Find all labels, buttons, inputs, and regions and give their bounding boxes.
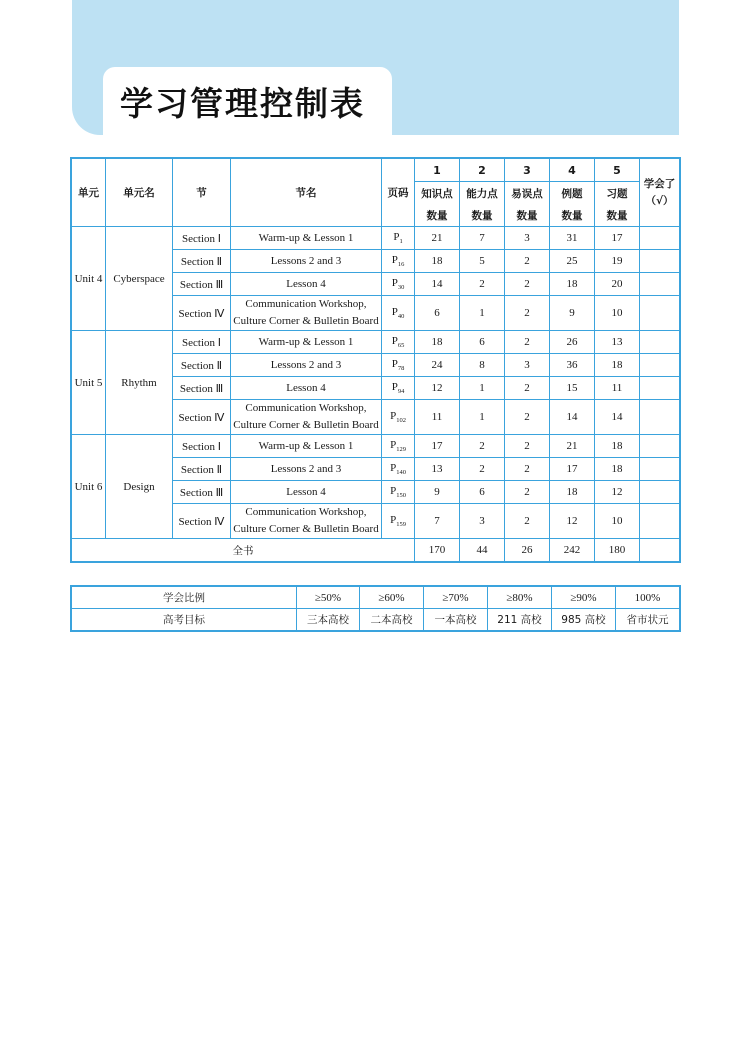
count-cell: 24 (415, 354, 460, 377)
section-cell: Section Ⅰ (173, 331, 231, 354)
count-cell: 18 (595, 354, 640, 377)
count-cell: 6 (460, 481, 505, 504)
section-name-cell (231, 400, 382, 435)
ratio-value: ≥70% (424, 587, 488, 609)
header-unit-name: 单元名 (106, 159, 173, 227)
target-value: 211 高校 (488, 609, 552, 631)
section-cell: Section Ⅳ (173, 296, 231, 331)
page-letter: P (391, 335, 398, 347)
page-cell (382, 250, 415, 273)
unit-name-cell: Cyberspace (106, 227, 173, 331)
section-name-cell: Warm-up & Lesson 1 (231, 227, 382, 250)
section-name-line1: Communication Workshop, (245, 402, 367, 414)
section-name-line1: Communication Workshop, (245, 506, 367, 518)
learned-check-cell[interactable] (640, 400, 680, 435)
unit-name-cell: Design (106, 435, 173, 539)
page-cell (382, 435, 415, 458)
count-cell: 31 (550, 227, 595, 250)
count-cell: 1 (460, 377, 505, 400)
count-cell: 2 (505, 377, 550, 400)
count-cell: 18 (550, 273, 595, 296)
section-name-cell: Lesson 4 (231, 273, 382, 296)
page-number: 40 (397, 313, 405, 320)
count-cell: 5 (460, 250, 505, 273)
count-cell: 20 (595, 273, 640, 296)
section-cell: Section Ⅱ (173, 458, 231, 481)
page-letter: P (391, 358, 398, 370)
count-cell: 17 (550, 458, 595, 481)
learning-management-table (71, 158, 680, 562)
count-cell: 2 (505, 250, 550, 273)
section-cell: Section Ⅱ (173, 354, 231, 377)
count-cell: 2 (505, 331, 550, 354)
page-letter: P (390, 514, 397, 526)
total-value: 170 (415, 539, 460, 562)
count-cell: 18 (595, 458, 640, 481)
unit-name-cell: Rhythm (106, 331, 173, 435)
header-col-number: 5 (595, 159, 640, 182)
ratio-value: ≥90% (552, 587, 616, 609)
count-cell: 14 (595, 400, 640, 435)
page-cell (382, 377, 415, 400)
unit-cell: Unit 4 (72, 227, 106, 331)
count-cell: 3 (460, 504, 505, 539)
learned-check-cell[interactable] (640, 296, 680, 331)
page-title: 学习管理控制表 (120, 84, 365, 123)
count-cell: 2 (460, 273, 505, 296)
count-cell: 14 (550, 400, 595, 435)
count-cell: 12 (550, 504, 595, 539)
page-number: 1 (399, 238, 403, 245)
count-cell: 9 (415, 481, 460, 504)
count-cell: 11 (595, 377, 640, 400)
count-cell: 13 (415, 458, 460, 481)
count-cell: 18 (550, 481, 595, 504)
header-col-label: 习题 (595, 182, 640, 205)
header-col-number: 1 (415, 159, 460, 182)
learned-check-cell[interactable] (640, 273, 680, 296)
section-name-line1: Communication Workshop, (245, 298, 367, 310)
count-cell: 36 (550, 354, 595, 377)
count-cell: 12 (415, 377, 460, 400)
count-cell: 25 (550, 250, 595, 273)
header-page: 页码 (382, 159, 415, 227)
header-col-label: 能力点 (460, 182, 505, 205)
page-letter: P (391, 381, 398, 393)
header-col-label: 数量 (415, 204, 460, 227)
section-name-line2: Culture Corner & Bulletin Board (233, 419, 379, 431)
page-number: 16 (397, 261, 405, 268)
count-cell: 9 (550, 296, 595, 331)
section-cell: Section Ⅱ (173, 250, 231, 273)
section-cell: Section Ⅳ (173, 504, 231, 539)
count-cell: 21 (550, 435, 595, 458)
total-label: 全书 (72, 539, 415, 562)
page-number: 140 (396, 469, 406, 476)
target-label: 高考目标 (72, 609, 297, 631)
page-number: 159 (396, 521, 406, 528)
learned-check-cell[interactable] (640, 250, 680, 273)
count-cell: 2 (505, 458, 550, 481)
learned-check-cell[interactable] (640, 377, 680, 400)
section-name-line2: Culture Corner & Bulletin Board (233, 523, 379, 535)
target-value: 三本高校 (297, 609, 360, 631)
page-cell (382, 227, 415, 250)
count-cell: 2 (505, 273, 550, 296)
count-cell: 18 (415, 250, 460, 273)
learned-check-cell[interactable] (640, 435, 680, 458)
header-col-label: 例题 (550, 182, 595, 205)
header-col-label: 数量 (595, 204, 640, 227)
target-row (72, 609, 680, 631)
section-name-cell: Lessons 2 and 3 (231, 458, 382, 481)
count-cell: 3 (505, 354, 550, 377)
page-cell (382, 354, 415, 377)
page-letter: P (390, 485, 397, 497)
table-row (72, 435, 680, 458)
ratio-target-table (71, 586, 680, 631)
header-col-label: 数量 (460, 204, 505, 227)
count-cell: 17 (595, 227, 640, 250)
target-value: 一本高校 (424, 609, 488, 631)
count-cell: 2 (505, 296, 550, 331)
page-letter: P (393, 231, 400, 243)
page-letter: P (390, 462, 397, 474)
count-cell: 13 (595, 331, 640, 354)
header-col-label: 易误点 (505, 182, 550, 205)
section-cell: Section Ⅲ (173, 273, 231, 296)
count-cell: 15 (550, 377, 595, 400)
header-col-number: 4 (550, 159, 595, 182)
section-name-cell: Warm-up & Lesson 1 (231, 331, 382, 354)
learned-check-cell[interactable] (640, 227, 680, 250)
section-name-line2: Culture Corner & Bulletin Board (233, 315, 379, 327)
count-cell: 2 (460, 458, 505, 481)
count-cell: 11 (415, 400, 460, 435)
target-value: 二本高校 (360, 609, 424, 631)
section-cell: Section Ⅰ (173, 435, 231, 458)
page-cell (382, 296, 415, 331)
total-value: 44 (460, 539, 505, 562)
count-cell: 6 (415, 296, 460, 331)
section-cell: Section Ⅲ (173, 377, 231, 400)
count-cell: 10 (595, 296, 640, 331)
page-number: 129 (396, 446, 406, 453)
page-cell (382, 458, 415, 481)
section-cell: Section Ⅰ (173, 227, 231, 250)
count-cell: 7 (460, 227, 505, 250)
page-cell (382, 481, 415, 504)
header-col-number: 3 (505, 159, 550, 182)
section-name-cell (231, 504, 382, 539)
page-letter: P (391, 254, 398, 266)
count-cell: 18 (415, 331, 460, 354)
section-name-cell: Lesson 4 (231, 377, 382, 400)
count-cell: 18 (595, 435, 640, 458)
header-unit: 单元 (72, 159, 106, 227)
page-number: 150 (396, 492, 406, 499)
count-cell: 2 (505, 481, 550, 504)
page-number: 30 (397, 284, 405, 291)
header-section: 节 (173, 159, 231, 227)
learned-check-cell[interactable] (640, 458, 680, 481)
ratio-value: ≥80% (488, 587, 552, 609)
ratio-row (72, 587, 680, 609)
ratio-value: 100% (616, 587, 680, 609)
header-col-label: 数量 (505, 204, 550, 227)
count-cell: 1 (460, 296, 505, 331)
total-learned-cell[interactable] (640, 539, 680, 562)
learned-check-cell[interactable] (640, 504, 680, 539)
learned-check-cell[interactable] (640, 481, 680, 504)
count-cell: 1 (460, 400, 505, 435)
ratio-label: 学会比例 (72, 587, 297, 609)
total-value: 242 (550, 539, 595, 562)
count-cell: 2 (505, 504, 550, 539)
section-name-cell: Lesson 4 (231, 481, 382, 504)
ratio-value: ≥60% (360, 587, 424, 609)
section-name-cell: Lessons 2 and 3 (231, 354, 382, 377)
page-number: 65 (397, 342, 405, 349)
count-cell: 7 (415, 504, 460, 539)
header-col-label: 知识点 (415, 182, 460, 205)
count-cell: 14 (415, 273, 460, 296)
header-section-name: 节名 (231, 159, 382, 227)
count-cell: 2 (505, 435, 550, 458)
table-row (72, 227, 680, 250)
header-learned: 学会了（√） (640, 159, 680, 227)
count-cell: 12 (595, 481, 640, 504)
page-cell (382, 273, 415, 296)
section-name-cell (231, 296, 382, 331)
count-cell: 21 (415, 227, 460, 250)
page-cell (382, 504, 415, 539)
page-cell (382, 331, 415, 354)
page-number: 102 (396, 417, 406, 424)
section-name-cell: Lessons 2 and 3 (231, 250, 382, 273)
table-row (72, 331, 680, 354)
ratio-value: ≥50% (297, 587, 360, 609)
count-cell: 10 (595, 504, 640, 539)
section-name-cell: Warm-up & Lesson 1 (231, 435, 382, 458)
count-cell: 26 (550, 331, 595, 354)
count-cell: 8 (460, 354, 505, 377)
page-letter: P (390, 410, 397, 422)
page-number: 78 (397, 365, 405, 372)
total-value: 180 (595, 539, 640, 562)
count-cell: 2 (505, 400, 550, 435)
page-cell (382, 400, 415, 435)
count-cell: 19 (595, 250, 640, 273)
count-cell: 6 (460, 331, 505, 354)
count-cell: 3 (505, 227, 550, 250)
section-cell: Section Ⅳ (173, 400, 231, 435)
learned-check-cell[interactable] (640, 354, 680, 377)
unit-cell: Unit 6 (72, 435, 106, 539)
unit-cell: Unit 5 (72, 331, 106, 435)
header-col-label: 数量 (550, 204, 595, 227)
total-row (72, 539, 680, 562)
target-value: 省市状元 (616, 609, 680, 631)
page-number: 94 (397, 388, 405, 395)
page-letter: P (391, 277, 398, 289)
count-cell: 17 (415, 435, 460, 458)
page-letter: P (390, 439, 397, 451)
total-value: 26 (505, 539, 550, 562)
learned-check-cell[interactable] (640, 331, 680, 354)
header-col-number: 2 (460, 159, 505, 182)
page-letter: P (391, 306, 398, 318)
header-row-numbers (72, 159, 680, 182)
section-cell: Section Ⅲ (173, 481, 231, 504)
count-cell: 2 (460, 435, 505, 458)
target-value: 985 高校 (552, 609, 616, 631)
